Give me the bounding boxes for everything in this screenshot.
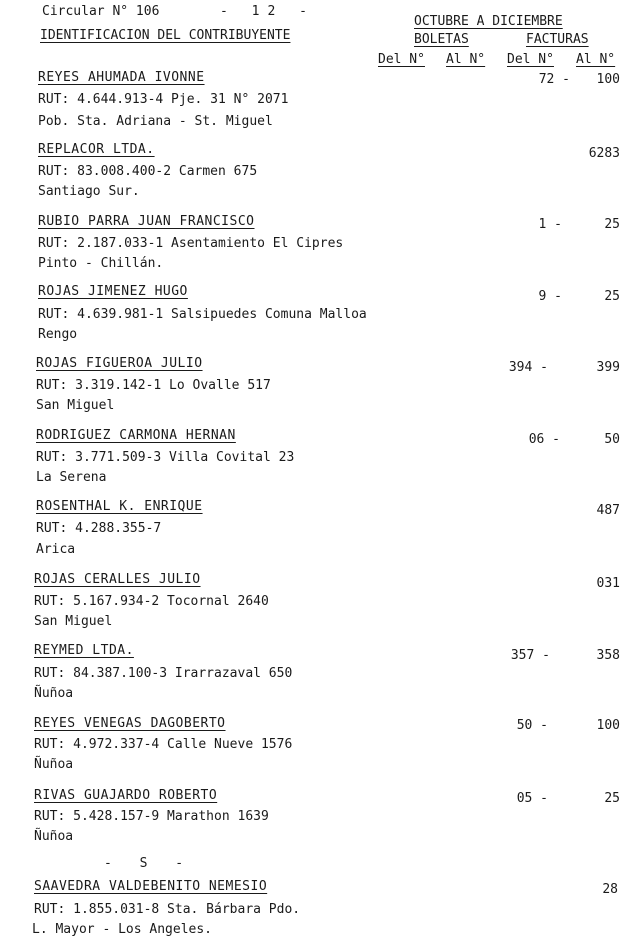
facturas-del-value: 1 - [538, 217, 562, 232]
entry-name: REPLACOR LTDA. [38, 142, 155, 157]
facturas-del-value: 394 - [508, 360, 548, 375]
facturas-del-value: 50 - [516, 718, 548, 733]
facturas-al-value: 28 [602, 882, 618, 897]
entry-address: Santiago Sur. [38, 184, 140, 199]
boletas-del-heading: Del N° [378, 52, 425, 67]
entry-address: San Miguel [36, 398, 115, 413]
facturas-al-value: 50 [604, 432, 620, 447]
facturas-al-value: 100 [596, 718, 620, 733]
facturas-del-value: 72 - [538, 72, 570, 87]
page-number: - 12 - [220, 4, 315, 19]
entry-address: Ñuñoa [34, 829, 74, 844]
entry-address: Pinto - Chillán. [38, 256, 164, 271]
entry-name: RIVAS GUAJARDO ROBERTO [34, 788, 218, 803]
facturas-al-value: 25 [604, 217, 620, 232]
facturas-al-value: 487 [596, 503, 620, 518]
entry-rut: RUT: 4.639.981-1 Salsipuedes Comuna Malloa [38, 307, 367, 322]
entry-rut: RUT: 4.644.913-4 Pje. 31 N° 2071 [38, 92, 289, 107]
entry-name: ROSENTHAL K. ENRIQUE [36, 499, 203, 514]
facturas-del-value: 9 - [538, 289, 562, 304]
entry-rut: RUT: 3.319.142-1 Lo Ovalle 517 [36, 378, 271, 393]
entry-rut: RUT: 4.972.337-4 Calle Nueve 1576 [34, 737, 293, 752]
entry-rut: RUT: 3.771.509-3 Villa Covital 23 [36, 450, 295, 465]
facturas-del-heading: Del N° [507, 52, 554, 67]
entry-name: REYES VENEGAS DAGOBERTO [34, 716, 226, 731]
facturas-heading: FACTURAS [526, 32, 589, 47]
entry-rut: RUT: 5.428.157-9 Marathon 1639 [34, 809, 269, 824]
facturas-al-value: 358 [596, 648, 620, 663]
entry-address: Rengo [38, 327, 78, 342]
entry-name: RODRIGUEZ CARMONA HERNAN [36, 428, 236, 443]
section-marker: - S - [104, 856, 194, 871]
entry-name: ROJAS CERALLES JULIO [34, 572, 201, 587]
entry-rut: RUT: 2.187.033-1 Asentamiento El Cipres [38, 236, 344, 251]
facturas-al-heading: Al N° [576, 52, 616, 67]
period-heading: OCTUBRE A DICIEMBRE [414, 14, 563, 29]
facturas-al-value: 399 [596, 360, 620, 375]
entry-name: ROJAS JIMENEZ HUGO [38, 284, 188, 299]
circular-number: Circular N° 106 [42, 4, 160, 19]
entry-name: SAAVEDRA VALDEBENITO NEMESIO [34, 879, 268, 894]
entry-rut: RUT: 5.167.934-2 Tocornal 2640 [34, 594, 269, 609]
facturas-al-value: 100 [596, 72, 620, 87]
facturas-del-value: 05 - [516, 791, 548, 806]
facturas-al-value: 6283 [588, 146, 620, 161]
entry-address: Arica [36, 542, 76, 557]
entry-name: REYES AHUMADA IVONNE [38, 70, 205, 85]
entry-address: La Serena [36, 470, 107, 485]
facturas-del-value: 06 - [528, 432, 560, 447]
entry-address: Ñuñoa [34, 757, 74, 772]
entry-address: L. Mayor - Los Angeles. [32, 922, 213, 937]
boletas-heading: BOLETAS [414, 32, 469, 47]
entry-rut: RUT: 83.008.400-2 Carmen 675 [38, 164, 258, 179]
entry-address: Ñuñoa [34, 686, 74, 701]
entry-name: REYMED LTDA. [34, 643, 134, 658]
facturas-del-value: 357 - [510, 648, 550, 663]
entry-rut: RUT: 4.288.355-7 [36, 521, 162, 536]
entry-name: RUBIO PARRA JUAN FRANCISCO [38, 214, 255, 229]
entry-rut: RUT: 1.855.031-8 Sta. Bárbara Pdo. [34, 902, 301, 917]
boletas-al-heading: Al N° [446, 52, 486, 67]
section-title: IDENTIFICACION DEL CONTRIBUYENTE [40, 28, 291, 43]
entry-address: San Miguel [34, 614, 113, 629]
entry-address: Pob. Sta. Adriana - St. Miguel [38, 114, 273, 129]
facturas-al-value: 25 [604, 289, 620, 304]
facturas-al-value: 031 [596, 576, 620, 591]
entry-rut: RUT: 84.387.100-3 Irarrazaval 650 [34, 666, 293, 681]
entry-name: ROJAS FIGUEROA JULIO [36, 356, 203, 371]
facturas-al-value: 25 [604, 791, 620, 806]
